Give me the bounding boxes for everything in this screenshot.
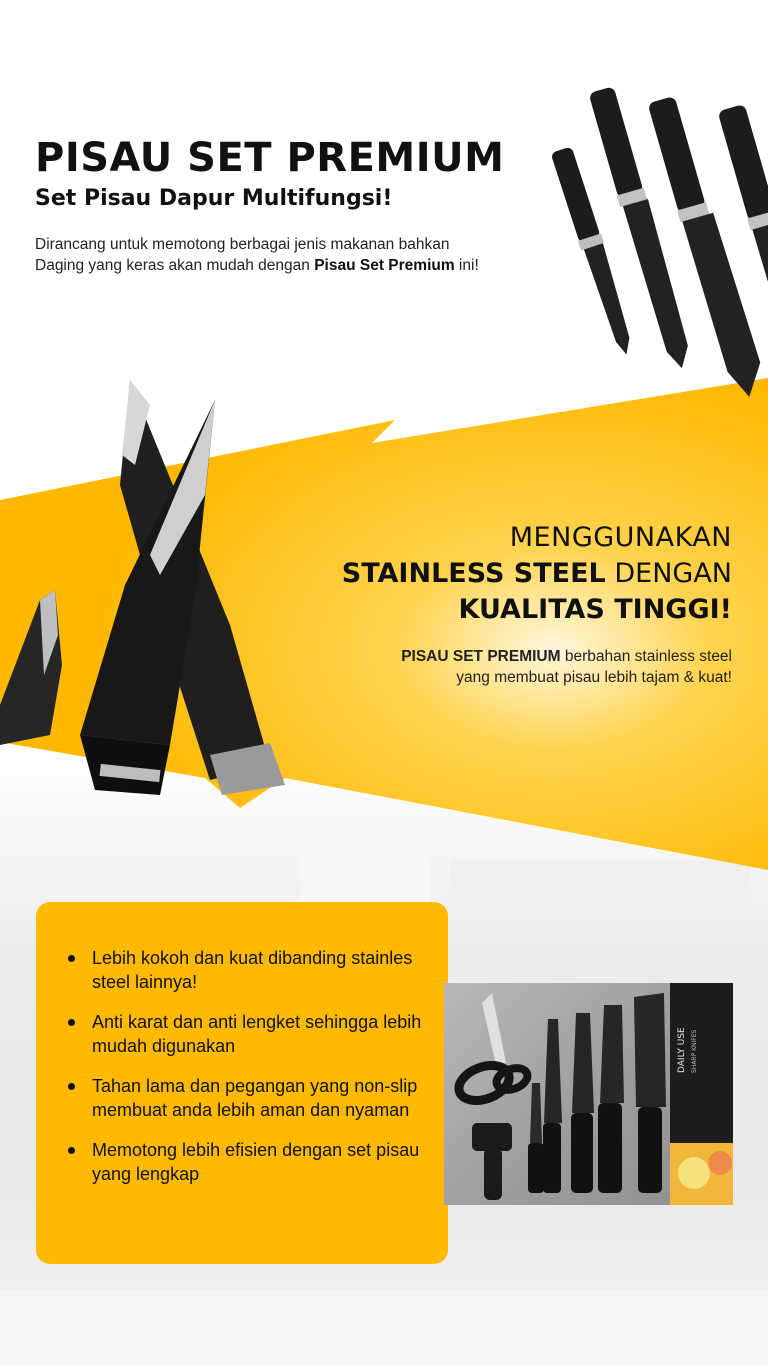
benefit-item [68,946,428,994]
box-brand-text: DAILY USE [677,1027,687,1073]
feature-highlight-quality: KUALITAS TINGGI! [458,594,732,625]
feature-line-2 [292,556,732,592]
feature-desc-bold: PISAU SET PREMIUM [401,648,561,665]
product-set-illustration [444,983,733,1205]
peeler-image [472,1123,512,1200]
product-box-image [670,983,733,1205]
scissors-image [454,993,530,1107]
bullet-icon [68,1019,75,1026]
knife-row-image [528,993,666,1193]
box-sub-text: SHARP KNIFES [691,1029,698,1073]
bullet-icon [68,1147,75,1154]
benefit-text: Anti karat dan anti lengket sehingga lebih mudah digunakan [92,1012,422,1056]
feature-highlight-steel: STAINLESS STEEL [341,558,606,589]
benefit-text: Memotong lebih efisien dengan set pisau yang lengkap [92,1140,420,1184]
bullet-icon [68,955,75,962]
benefit-item [68,1010,428,1058]
feature-section [292,520,732,688]
benefits-card [36,902,448,1264]
feature-description [292,646,732,688]
product-photo [444,983,733,1205]
bullet-icon [68,1083,75,1090]
hero-section [35,134,555,276]
feature-desc-text-2: yang membuat pisau lebih tajam & kuat! [456,669,732,686]
feature-desc-text-1: berbahan stainless steel [560,648,732,665]
benefit-text: Lebih kokoh dan kuat dibanding stainles steel lainnya! [92,948,413,992]
hero-desc-text: Dirancang untuk memotong berbagai jenis makanan bahkan Daging yang keras akan mudah dengan [35,236,450,274]
benefits-list [36,902,448,1186]
knife-blade-left-small [0,590,62,745]
hero-description [35,234,495,276]
hero-desc-bold: Pisau Set Premium [314,257,455,274]
benefit-item [68,1074,428,1122]
knife-set-image [520,80,768,410]
benefit-item [68,1138,428,1186]
page-title: PISAU SET PREMIUM [35,135,505,181]
feature-line-1: MENGGUNAKAN [509,522,732,553]
crossed-knives-image [0,375,300,795]
benefit-text: Tahan lama dan pegangan yang non-slip membuat anda lebih aman dan nyaman [92,1076,418,1120]
feature-line-2-rest: DENGAN [605,558,732,589]
page-subtitle: Set Pisau Dapur Multifungsi! [35,186,393,211]
hero-desc-end: ini! [454,257,479,274]
feature-line-3 [292,592,732,628]
